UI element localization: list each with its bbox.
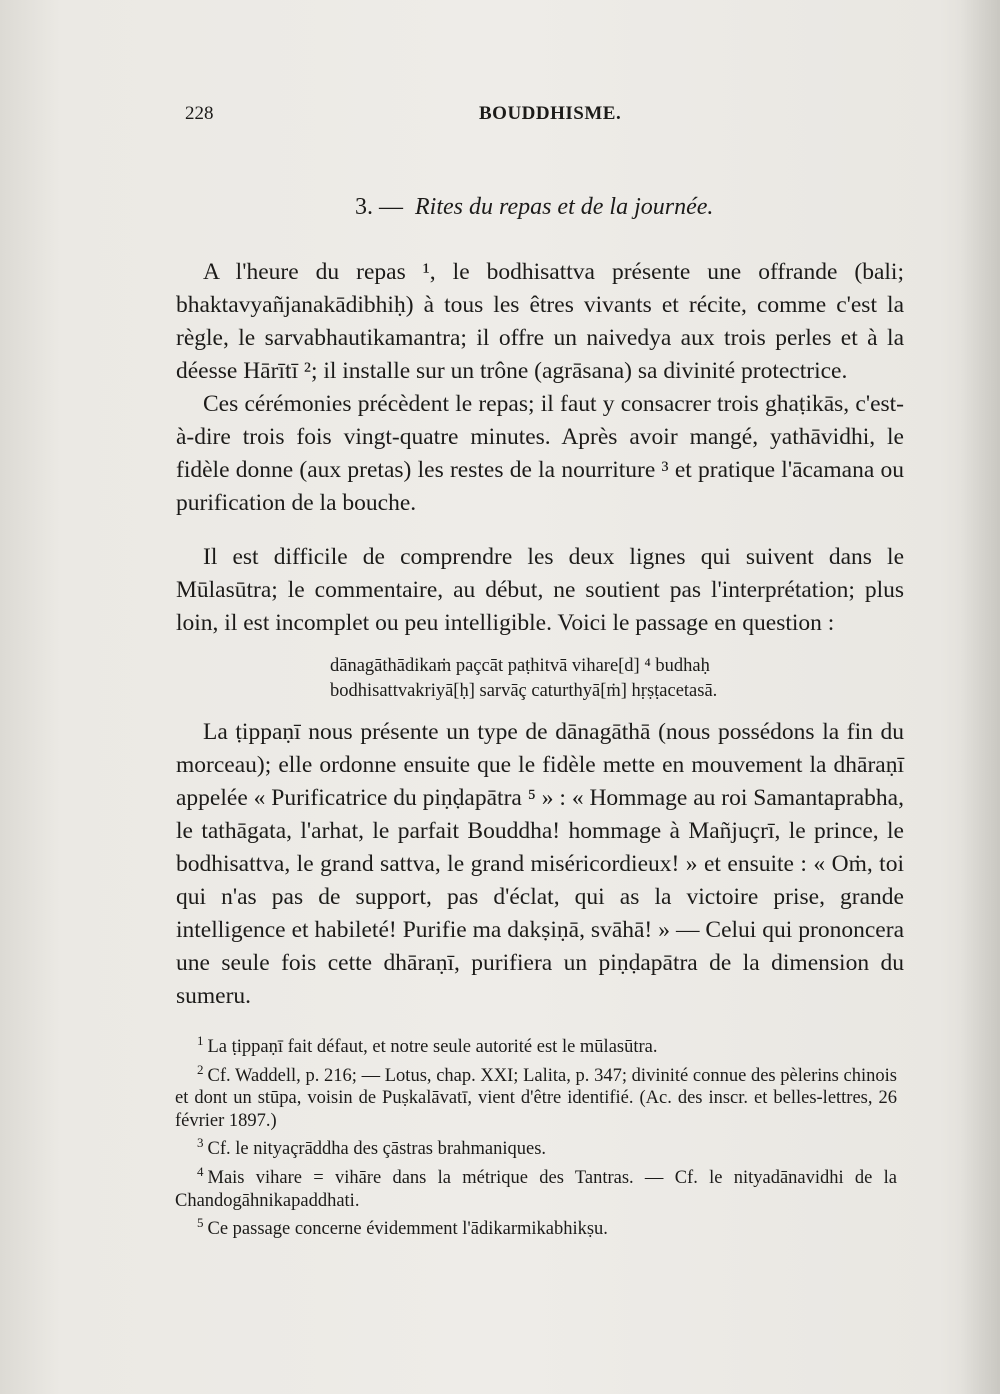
paragraph: Ces cérémonies précèdent le repas; il faut y consacrer trois ghaṭikās, c'est-à-dire trois fois vingt-quatre minutes. Après avoir mangé, yathāvidhi, le fidèle donne (aux pretas) les restes de la nourriture ³ et pratique l'ācamana ou purification de la bouche. (176, 391, 904, 516)
footnote (175, 1132, 897, 1161)
footnote-mark: 1 (197, 1033, 204, 1048)
footnote-text: Cf. le nityaçrāddha des çāstras brahmaniques. (207, 1139, 547, 1160)
page-number: 228 (185, 103, 214, 124)
footnote (175, 1030, 897, 1059)
body-block-2 (176, 541, 904, 640)
page-edge-shadow (960, 0, 1000, 1394)
footnotes (175, 1030, 897, 1241)
verse-line: dānagāthādikaṁ paçcāt paṭhitvā vihare[d] ⁴ budhaḥ (330, 656, 710, 676)
section-number: 3. — (355, 194, 403, 220)
footnote (175, 1212, 897, 1241)
footnote-text: Mais vihare = vihāre dans la métrique des Tantras. — Cf. le nityadānavidhi de la Chandogāhnikapaddhati. (175, 1168, 897, 1211)
footnote (175, 1059, 897, 1133)
footnote-text: La ṭippaṇī fait défaut, et notre seule autorité est le mūlasūtra. (207, 1037, 658, 1058)
footnote-text: Ce passage concerne évidemment l'ādikarmikabhikṣu. (207, 1219, 608, 1240)
footnote-mark: 2 (197, 1061, 204, 1077)
verse-line: bodhisattvakriyā[ḥ] sarvāç caturthyā[ṁ] hṛṣṭacetasā. (330, 681, 718, 701)
footnote-mark: 5 (197, 1215, 204, 1231)
sanskrit-verse (330, 654, 750, 704)
page-header (185, 103, 745, 133)
running-title: BOUDDHISME. (479, 103, 622, 124)
footnote-text: Cf. Waddell, p. 216; — Lotus, chap. XXI; Lalita, p. 347; divinité connue des pèlerins chinois et dont un stūpa, voisin de Puṣkalāvatī, vient d'être identifié. (Ac. des inscr. et belles-lettres, 26 février 1897.) (175, 1065, 897, 1131)
section-heading (355, 194, 713, 221)
footnote-mark: 3 (197, 1135, 204, 1151)
footnote (175, 1161, 897, 1212)
paragraph: La ṭippaṇī nous présente un type de dānagāthā (nous possédons la fin du morceau); elle ordonne ensuite que le fidèle mette en mouvement la dhāraṇī appelée « Purificatrice du piṇḍapātra ⁵ » : « Hommage au roi Samantaprabha, le tathāgata, l'arhat, le parfait Bouddha! hommage à Mañjuçrī, le prince, le bodhisattva, le grand sattva, le grand miséricordieux! » et ensuite : « Oṁ, toi qui n'as pas de support, pas d'éclat, qui as la victoire prise, grande intelligence et habileté! Purifie ma dakṣiṇā, svāhā! » — Celui qui prononcera une seule fois cette dhāraṇī, purifiera un piṇḍapātra de la dimension du sumeru. (176, 719, 904, 1009)
section-title: Rites du repas et de la journée. (415, 194, 714, 220)
body-block-1 (176, 256, 904, 520)
body-block-3 (176, 716, 904, 1013)
footnote-mark: 4 (197, 1163, 204, 1179)
paragraph: A l'heure du repas ¹, le bodhisattva présente une offrande (bali; bhaktavyañjanakādibhiḥ) à tous les êtres vivants et récite, comme c'est la règle, le sarvabhautikamantra; il offre un naivedya aux trois perles et à la déesse Hārītī ²; il installe sur un trône (agrāsana) sa divinité protectrice. (176, 259, 904, 384)
paragraph: Il est difficile de comprendre les deux lignes qui suivent dans le Mūlasūtra; le commentaire, au début, ne soutient pas l'interprétation; plus loin, il est incomplet ou peu intelligible. Voici le passage en question : (176, 544, 904, 636)
